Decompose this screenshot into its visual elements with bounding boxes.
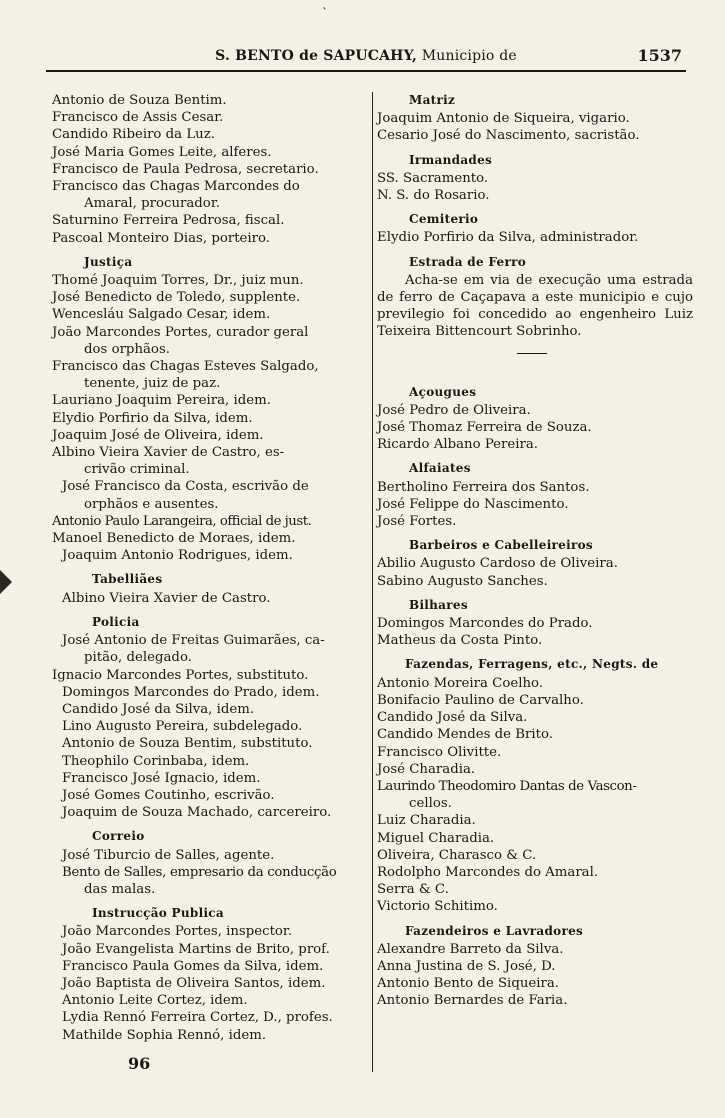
section-title: Correio — [92, 829, 145, 844]
section-title: Matriz — [409, 93, 456, 107]
entry: João Marcondes Portes, inspector. — [62, 924, 293, 940]
entry: Francisco de Paula Pedrosa, secretario. — [52, 161, 319, 177]
entry-continuation: crivão criminal. — [84, 462, 190, 478]
entry: Elydio Porfirio da Silva, administrador. — [377, 230, 639, 246]
section-title: Justiça — [84, 254, 133, 269]
section-title: Policia — [92, 614, 140, 629]
entry: Albino Vieira Xavier de Castro. — [62, 590, 271, 606]
section-title: Irmandades — [409, 152, 493, 167]
section-title: Bilhares — [409, 597, 468, 612]
ink-blot-mark — [0, 570, 12, 594]
entry: Joaquim Antonio de Siqueira, vigario. — [377, 111, 630, 127]
section-instruccao — [52, 905, 370, 1044]
entry-continuation: dos orphãos. — [84, 341, 170, 357]
left-column — [52, 92, 370, 1044]
entry: Manoel Benedicto de Moraes, idem. — [52, 531, 296, 547]
section-title: Açougues — [409, 384, 477, 399]
entry: Antonio Bernardes de Faria. — [377, 993, 568, 1009]
entry: Candido Ribeiro da Luz. — [52, 127, 215, 143]
entry-continuation: Amaral, procurador. — [84, 196, 220, 212]
section-title: Estrada de Ferro — [409, 254, 527, 269]
entry: Francisco das Chagas Esteves Salgado, — [52, 359, 319, 375]
section-fazendas-ferragens — [377, 656, 697, 915]
entry: Wencesláu Salgado Cesar, idem. — [52, 307, 271, 323]
footer-page-number: 96 — [128, 1054, 151, 1073]
entry: Theophilo Corinbaba, idem. — [62, 753, 250, 769]
entry: José Thomaz Ferreira de Souza. — [377, 420, 592, 436]
entry: Oliveira, Charasco & C. — [377, 847, 537, 863]
entry: Sabino Augusto Sanches. — [377, 573, 548, 589]
section-justica — [52, 254, 370, 565]
entry: José Antonio de Freitas Guimarães, ca- — [62, 633, 325, 649]
page-header — [46, 44, 686, 72]
entry: Luiz Charadia. — [377, 813, 476, 829]
entry: N. S. do Rosario. — [377, 188, 490, 204]
entry: Rodolpho Marcondes do Amaral. — [377, 864, 599, 880]
entry: Francisco Paula Gomes da Silva, idem. — [62, 958, 324, 974]
entry: Matheus da Costa Pinto. — [377, 633, 543, 649]
entry: Francisco José Ignacio, idem. — [62, 770, 261, 786]
entry-continuation: orphãos e ausentes. — [84, 496, 219, 512]
entry: Candido Mendes de Brito. — [377, 727, 553, 743]
entry: Laurindo Theodomiro Dantas de Vascon- — [377, 778, 637, 794]
entry: Joaquim José de Oliveira, idem. — [52, 427, 264, 443]
section-estrada-de-ferro — [377, 254, 697, 354]
entry: Antonio Paulo Larangeira, official de just. — [52, 513, 312, 529]
section-divider — [517, 353, 547, 354]
section-title: Barbeiros e Cabelleireiros — [409, 538, 593, 553]
entry: Lydia Rennó Ferreira Cortez, D., profes. — [62, 1010, 333, 1026]
entry: José Maria Gomes Leite, alferes. — [52, 144, 272, 160]
section-title: Instrucção Publica — [92, 906, 224, 921]
print-mark: ` — [322, 6, 328, 20]
section-title: Alfaiates — [409, 461, 471, 476]
section-barbeiros — [377, 537, 697, 590]
header-title — [46, 48, 686, 64]
entry: Abilio Augusto Cardoso de Oliveira. — [377, 556, 618, 572]
entry: Candido José da Silva, idem. — [62, 701, 255, 717]
entry-continuation: das malas. — [84, 881, 156, 897]
header-page-number: 1537 — [637, 46, 682, 65]
entry: Antonio de Souza Bentim, substituto. — [62, 736, 313, 752]
entry: Antonio Leite Cortez, idem. — [62, 993, 248, 1009]
entry: Francisco de Assis Cesar. — [52, 110, 224, 126]
entry: Bonifacio Paulino de Carvalho. — [377, 692, 584, 708]
section-fazendeiros — [377, 923, 697, 1010]
entry: Serra & C. — [377, 882, 449, 898]
entry: Lauriano Joaquim Pereira, idem. — [52, 393, 271, 409]
entry: José Francisco da Costa, escrivão de — [62, 479, 309, 495]
section-title: Cemiterio — [409, 212, 479, 227]
entry: Saturnino Ferreira Pedrosa, fiscal. — [52, 213, 285, 229]
entry: Bento de Salles, empresario da conducção — [62, 864, 337, 880]
entry: José Pedro de Oliveira. — [377, 402, 531, 418]
entry: Victorio Schitimo. — [377, 899, 498, 915]
section-correio — [52, 828, 370, 898]
section-bilhares — [377, 597, 697, 650]
entry: Joaquim Antonio Rodrigues, idem. — [62, 548, 293, 564]
entry: Pascoal Monteiro Dias, porteiro. — [52, 230, 271, 246]
entry-continuation: tenente, juiz de paz. — [84, 376, 221, 392]
entry: Lino Augusto Pereira, subdelegado. — [62, 719, 303, 735]
entry: José Tiburcio de Salles, agente. — [62, 847, 275, 863]
entry: Thomé Joaquim Torres, Dr., juiz mun. — [52, 273, 304, 289]
entry: Elydio Porfirio da Silva, idem. — [52, 410, 253, 426]
section-irmandades — [377, 152, 697, 205]
entry: Joaquim de Souza Machado, carcereiro. — [62, 805, 332, 821]
section-acougues — [377, 384, 697, 454]
section-title: Tabelliães — [92, 572, 163, 587]
entry: Francisco Olivitte. — [377, 744, 502, 760]
entry: Ricardo Albano Pereira. — [377, 437, 539, 453]
entry-continuation: cellos. — [409, 796, 452, 812]
section-alfaiates — [377, 460, 697, 530]
entry: Bertholino Ferreira dos Santos. — [377, 479, 590, 495]
entry: SS. Sacramento. — [377, 170, 489, 186]
entry: João Marcondes Portes, curador geral — [52, 324, 309, 340]
entry: João Baptista de Oliveira Santos, idem. — [62, 975, 326, 991]
header-title-town: S. BENTO de SAPUCAHY, — [215, 48, 418, 64]
entry: Domingos Marcondes do Prado. — [377, 616, 593, 632]
section-matriz — [377, 92, 697, 145]
section-cemiterio — [377, 211, 697, 246]
section-title: Fazendeiros e Lavradores — [405, 923, 584, 938]
entry: Domingos Marcondes do Prado, idem. — [62, 684, 320, 700]
section-tabelliaes — [52, 571, 370, 606]
entry: Anna Justina de S. José, D. — [377, 958, 556, 974]
entry: José Benedicto de Toledo, supplente. — [52, 290, 301, 306]
header-title-rest: Municipio de — [417, 48, 517, 64]
entry: José Charadia. — [377, 761, 476, 777]
entry: Mathilde Sophia Rennó, idem. — [62, 1027, 267, 1043]
entry: José Gomes Coutinho, escrivão. — [62, 787, 275, 803]
section-title: Fazendas, Ferragens, etc., Negts. de — [405, 657, 659, 672]
entry: João Evangelista Martins de Brito, prof. — [62, 941, 330, 957]
entry: Albino Vieira Xavier de Castro, es- — [52, 445, 285, 461]
entry: Ignacio Marcondes Portes, substituto. — [52, 667, 309, 683]
section-policia — [52, 614, 370, 821]
entry-continuation: pitão, delegado. — [84, 650, 192, 666]
entry: Miguel Charadia. — [377, 830, 495, 846]
entry: Antonio Moreira Coelho. — [377, 675, 544, 691]
entry: Antonio de Souza Bentim. — [52, 93, 227, 108]
entry: José Felippe do Nascimento. — [377, 496, 569, 512]
entry: Candido José da Silva. — [377, 710, 528, 726]
entry: Alexandre Barreto da Silva. — [377, 941, 564, 957]
entry: Francisco das Chagas Marcondes do — [52, 179, 300, 195]
right-column — [372, 92, 697, 1072]
entry: Cesario José do Nascimento, sacristão. — [377, 128, 640, 144]
section-camara — [52, 92, 370, 247]
entry: José Fortes. — [377, 514, 457, 530]
entry: Antonio Bento de Siqueira. — [377, 976, 560, 992]
railway-paragraph: Acha-se em via de execução uma estrada de ferro de Caçapava a este municipio e cujo previlegio foi concedido ao engenheiro Luiz Teixeira Bittencourt Sobrinho. — [377, 272, 693, 340]
